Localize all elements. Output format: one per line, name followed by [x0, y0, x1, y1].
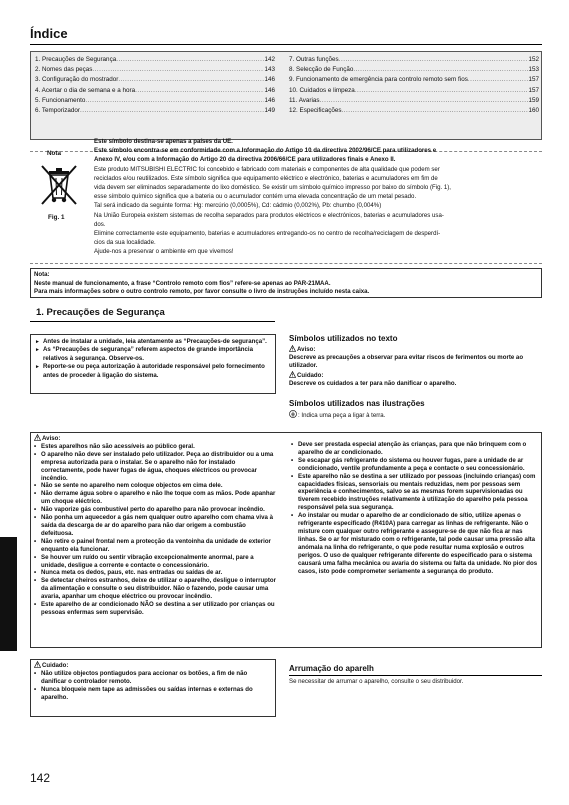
weee-line: Na União Europeia existem sistemas de recolha separados para produtos eléctricos e electrónicos, baterias e acumuladores usa-	[94, 211, 444, 219]
toc-entry[interactable]: 3. Configuração do mostrador ..... 146	[35, 76, 275, 86]
page-number: 142	[30, 771, 51, 785]
cuidado-column	[34, 661, 274, 702]
aviso-item: • Se houver um ruído ou sentir vibração excepcionalmente anormal, pare a unidade, desligue a corrente e contacte o concessionário.	[34, 554, 278, 570]
symbols-text-body	[289, 345, 543, 388]
arrumacao-text: Se necessitar de arrumar o aparelho, consulte o seu distribuidor.	[289, 678, 464, 685]
intro-item: ► As “Precauções de segurança” referem aspectos de grande importância relativos à segurança. Observe-os.	[35, 346, 271, 363]
note-line: Neste manual de funcionamento, a frase “Controlo remoto com fios” refere-se apenas ao PAR-21MAA.	[34, 279, 331, 287]
weee-line: Ajude-nos a preservar o ambiente em que vivemos!	[94, 248, 234, 256]
weee-line: Elimine correctamente este equipamento, baterias e acumuladores entregando-os no centro de recolha/reciclagem de desperdí-	[94, 230, 441, 238]
aviso-item: • Não ponha um aquecedor a gás nem qualquer outro aparelho com chama viva à saída da descarga de ar do aparelho para não dar origem a combustão defeituosa.	[34, 514, 278, 538]
note-box	[30, 268, 542, 298]
weee-line: Este símbolo destina-se apenas a países da UE.	[94, 138, 233, 145]
aviso-right-column	[291, 441, 538, 575]
note-label: Nota:	[34, 271, 50, 278]
weee-line: esse símbolo químico significa que a bateria ou o acumulador contém uma elevada concentração de um metal pesado.	[94, 193, 417, 201]
aviso-item: • O aparelho não deve ser instalado pelo utilizador. Peça ao distribuidor ou a uma empresa autorizada para o instalar. Se o aparelho não for instalado correctamente, pode haver fugas de água, choques eléctricos ou provocar incêndio.	[34, 451, 278, 483]
cuidado-label: Cuidado:	[42, 662, 69, 669]
note-line: Para mais informações sobre o outro controlo remoto, por favor consulte o livro de instruções incluído nesta caixa.	[34, 288, 370, 295]
ground-icon	[289, 410, 297, 418]
aviso-item: • Não vaporize gás combustível perto do aparelho para não provocar incêndio.	[34, 506, 278, 514]
arrumacao-divider	[289, 675, 542, 676]
toc-entry[interactable]: 12. Especificações ..... 160	[289, 107, 539, 117]
symbols-text-heading: Símbolos utilizados no texto	[289, 334, 398, 343]
weee-line: reciclados e/ou reutilizados. Este símbolo significa que equipamento eléctrico e electrónico, baterias e acumuladores em fim de	[94, 174, 438, 182]
weee-line: Tal será indicado da seguinte forma: Hg: mercúrio (0,0005%), Cd: cádmio (0,002%), Pb: chumbo (0,004%)	[94, 202, 382, 210]
toc-left-column	[35, 56, 275, 117]
section-heading: 1. Precauções de Segurança	[36, 307, 165, 318]
symbols-illustrations-heading: Símbolos utilizados nas ilustrações	[289, 399, 425, 408]
weee-line: Este símbolo encontra-se em conformidade com a Informação do Artigo 10 da directiva 2002/96/CE para utilizadores e	[94, 147, 437, 155]
cuidado-symbol-desc: Descreve os cuidados a ter para não danificar o aparelho.	[289, 379, 457, 387]
aviso-item: • Deve ser prestada especial atenção às crianças, para que não brinquem com o aparelho de ar condicionado.	[291, 441, 538, 457]
toc-entry[interactable]: 10. Cuidados e limpeza ..... 157	[289, 87, 539, 97]
toc-entry[interactable]: 2. Nomes das peças ..... 143	[35, 66, 275, 76]
toc-right-column	[289, 56, 539, 117]
toc-entry[interactable]: 1. Precauções de Segurança ..... 142	[35, 56, 275, 66]
language-tab-marker	[0, 537, 17, 651]
weee-line: cios da sua localidade.	[94, 239, 156, 247]
symbols-illustrations-body	[289, 410, 543, 420]
weee-line: Este produto MITSUBISHI ELECTRIC foi concebido e fabricado com materiais e componentes de alta qualidade que podem ser	[94, 165, 440, 173]
weee-line: dos.	[94, 220, 106, 228]
intro-item: ► Antes de instalar a unidade, leia atentamente as “Precauções-de segurança”.	[35, 338, 271, 346]
aviso-symbol-label: Aviso:	[297, 346, 316, 353]
aviso-item: • Se detectar cheiros estranhos, deixe de utilizar o aparelho, desligue o interruptor da alimentação e consulte o seu distribuidor. Não o fazendo, pode causar uma avaria, apanhar um choque eléctrico ou provocar incêndio.	[34, 577, 278, 601]
toc-entry[interactable]: 5. Funcionamento ..... 146	[35, 97, 275, 107]
dashed-divider	[30, 263, 542, 264]
intro-box	[30, 334, 276, 394]
aviso-label: Aviso:	[42, 435, 61, 442]
warning-triangle-icon	[289, 345, 296, 352]
toc-entry[interactable]: 7. Outras funções ..... 152	[289, 56, 539, 66]
aviso-item: • Não retire o painel frontal nem a protecção da ventoinha da unidade de exterior enquanto ela funcionar.	[34, 538, 278, 554]
warning-triangle-icon	[34, 434, 41, 441]
page-title: Índice	[30, 26, 68, 41]
toc-entry[interactable]: 11. Avarias ..... 159	[289, 97, 539, 107]
toc-entry[interactable]: 6. Temporizador ..... 149	[35, 107, 275, 117]
warning-triangle-icon	[34, 661, 41, 668]
aviso-item: • Não derrame água sobre o aparelho e não lhe toque com as mãos. Pode apanhar um choque eléctrico.	[34, 490, 278, 506]
title-divider	[30, 44, 542, 45]
aviso-item: • Ao instalar ou mudar o aparelho de ar condicionado de sítio, utilize apenas o refrigerante especificado (R410A) para carregar as linhas de refrigerante. Não o misture com qualquer outro refrigerante e assegure-se de que não fica ar nas linhas. Se o ar for misturado com o refrigerante, tal pode causar uma pressão alta anómala na linha do refrigerante, o que pode resultar numa explosão e outros perigos. O uso de qualquer refrigerante diferente do especificado para o sistema causará uma falha mecânica ou avaria do sistema ou falta da unidade. No pior dos casos, isto pode comprometer seriamente a segurança do produto.	[291, 512, 538, 575]
crossed-bin-icon	[38, 162, 80, 208]
toc-entry[interactable]: 4. Acertar o dia de semana e a hora ..... 146	[35, 87, 275, 97]
weee-line: vida devem ser eliminados separadamente do lixo doméstico. Se existir um símbolo químico impresso por baixo do símbolo (Fig. 1),	[94, 184, 451, 192]
aviso-item: • Nunca meta os dedos, paus, etc. nas entradas ou saídas de ar.	[34, 569, 278, 577]
section-divider	[30, 321, 275, 322]
weee-line: Anexo IV, e/ou com a Informação do Artigo 20 da directiva 2006/66/CE para utilizadores finais e Anexo II.	[94, 156, 396, 164]
toc-entry[interactable]: 8. Selecção de Função ..... 153	[289, 66, 539, 76]
weee-notice	[94, 137, 544, 257]
aviso-item: • Estes aparelhos não são acessíveis ao público geral.	[34, 443, 278, 451]
cuidado-symbol-label: Cuidado:	[297, 371, 324, 379]
table-of-contents	[30, 51, 542, 140]
arrumacao-heading: Arrumação do aparelh	[289, 664, 374, 673]
figure-label: Fig. 1	[48, 214, 65, 221]
ground-desc: : Indica uma peça a ligar à terra.	[298, 412, 386, 419]
aviso-left-column	[34, 434, 278, 617]
aviso-item: • Este aparelho de ar condicionado NÃO se destina a ser utilizado por crianças ou pessoas enfermas sem supervisão.	[34, 601, 278, 617]
aviso-item: • Não se sente no aparelho nem coloque objectos em cima dele.	[34, 482, 278, 490]
cuidado-item: • Não utilize objectos pontiagudos para accionar os botões, a fim de não danificar o controlador remoto.	[34, 670, 274, 686]
warning-triangle-icon	[289, 371, 296, 378]
nota-label: Nota	[47, 150, 61, 157]
cuidado-item: • Nunca bloqueie nem tape as admissões ou saídas internas e externas do aparelho.	[34, 686, 274, 702]
aviso-symbol-desc: Descreve as precauções a observar para evitar riscos de ferimentos ou morte ao utilizador.	[289, 354, 524, 370]
aviso-item: • Se escapar gás refrigerante do sistema ou houver fugas, pare a unidade de ar condicionado, ventile profundamente a peça e contacte o seu concessionário.	[291, 457, 538, 473]
toc-entry[interactable]: 9. Funcionamento de emergência para controlo remoto sem fios ..... 157	[289, 76, 539, 86]
aviso-item: • Este aparelho não se destina a ser utilizado por pessoas (incluindo crianças) com capacidades físicas, sensoriais ou mentais reduzidas, nem por pessoas sem experiência e conhecimentos, salvo se as mesmas forem supervisionadas ou tiverem recebido instruções relativamente à utilização do aparelho pela pessoa responsável pela sua segurança.	[291, 473, 538, 513]
intro-item: ► Reporte-se ou peça autorização à autoridade responsável pelo fornecimento antes de proceder à ligação do sistema.	[35, 363, 271, 380]
